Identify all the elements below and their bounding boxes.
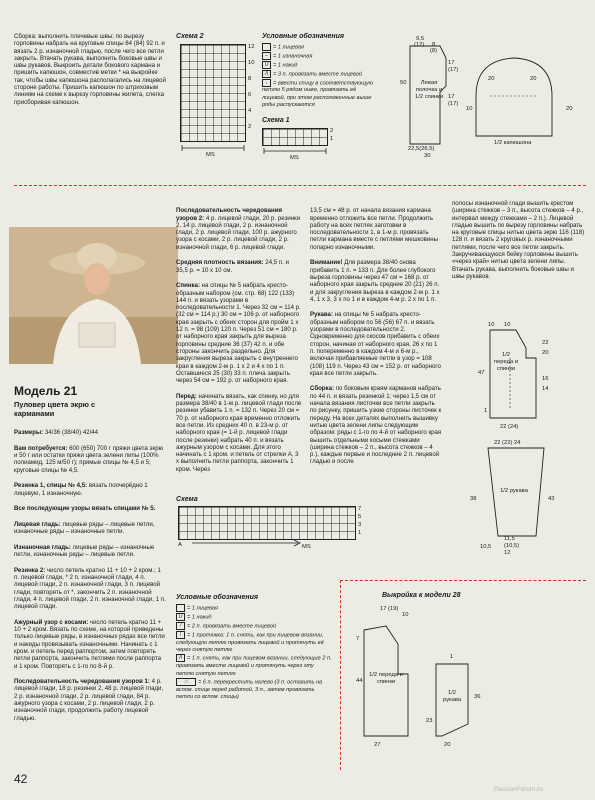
legend-bottom-item: / = 2 п. провязать вместе лицевой bbox=[176, 622, 332, 631]
pattern-sleeve-dim: 11,5 bbox=[504, 536, 515, 542]
pattern-bottom-dim: 10 bbox=[402, 612, 409, 618]
pattern-bottom-sleeve-dim: 23 bbox=[426, 718, 433, 724]
pattern-bottom-label: 1/2 переда и спинки bbox=[369, 672, 403, 685]
pattern-bottom-dim: 20 bbox=[444, 742, 451, 748]
pattern-right-mid-dim: 1 bbox=[484, 408, 488, 414]
text-paragraph: 13,5 см = 48 р. от начала вязания кармана временно отложить все петли. Продолжить работу на всех петлях заготовки в последовательности 1, в 1-м р. провязать петли кармана вместе с петлями мешковины попарно изнаночными. bbox=[310, 207, 439, 251]
scheme2-ms-label: MS bbox=[206, 152, 215, 158]
model-title: Модель 21 bbox=[14, 384, 78, 398]
column4-text: полосы изнаночной глади вышить крестом (ширина стежков – 3 п., высота стежков – 4 р., интервал между стежками – 2 п.). Лицевой гладью вышить по вырезу горловины набрать на круговые спицы нитью цвета экрю 116 (118) 128 п. и вязать 2 круговых р. изнаночными петлями, после чего все петли закрыть. Закручивающуюся бейку горловины вышить «через край» нитью цвета зелени липы. Втачать рукава, выполнить боковые швы и швы рукавов. bbox=[452, 200, 585, 280]
box-border-left bbox=[340, 580, 341, 770]
woman-in-hat-image bbox=[9, 227, 178, 364]
pattern-hood-dim: 20 bbox=[488, 76, 495, 82]
pattern-top-dim: 9.5 bbox=[416, 36, 425, 42]
scheme-mid-ms-bracket bbox=[190, 538, 310, 548]
legend-bottom-item: \ = 1 протяжка: 1 п. снять, как при лицевом вязании, следующую петлю провязать лицевой и протянуть её через снятую петлю bbox=[176, 631, 324, 653]
scheme1-ms-label: MS bbox=[290, 155, 299, 161]
legend-top-item: Λ = 3 п. провязать вместе лицевой bbox=[262, 70, 380, 79]
model-photo bbox=[9, 227, 178, 364]
pattern-right-mid-dim: 14 bbox=[542, 386, 549, 392]
pattern-right-mid-dim: 10 bbox=[504, 322, 511, 328]
scheme2-title: Схема 2 bbox=[176, 33, 204, 40]
pattern-top-dim: 30 bbox=[424, 153, 431, 159]
text-paragraph: Внимание! Для размера 38/40 снова прибавить 1 п. = 133 п. Для более глубокого выреза горловины через 47 см = 168 р. от наборного края закрыть средние 20 (21) 26 п. и для закругления выреза в каждом 2-м р. 1 х 4, 1 х 3, 3 х по 1 и в каждом 4-м р. 2 х по 1 п. bbox=[310, 259, 440, 303]
legend-bottom-list bbox=[176, 604, 332, 702]
pattern-bottom-dim: 17 (19) bbox=[380, 606, 399, 612]
scheme-mid-row-label: 5 bbox=[358, 514, 362, 520]
scheme-mid-ms-label: MS bbox=[302, 544, 311, 550]
legend-top-item: ↓ = ввести спицу в соответствующую петлю 5 рядом ниже, провязать её лицевой, при этом расположенные выше ряды распускаются bbox=[262, 79, 373, 109]
pattern-bottom-dim: 27 bbox=[374, 742, 381, 748]
pattern-sleeve-dim: 10,5 bbox=[480, 544, 492, 550]
column2-text bbox=[176, 200, 302, 481]
scheme1-row-label: 1 bbox=[330, 136, 334, 142]
pattern-top-dim: 22,5(26,5) bbox=[408, 146, 435, 152]
scheme1-title: Схема 1 bbox=[262, 117, 290, 124]
pattern-right-mid-dim: 47 bbox=[478, 370, 485, 376]
text-paragraph: Сборка: по боковым краям карманов набрать по 44 п. и вязать резинкой 1; через 1,5 см от начала вязания листочки все петли закрыть по рисунку, пришить узкие стороны листочек к переду. На всех деталях выполнить вышивку нитью цвета зелени липы следующим образом: ряды с 1-го по 4-й от наборного края вышить отдельными косыми стежками (ширина стежков – 2 п., высота стежков – 4 р.), каждые первые и последние 2 п. лицевой гладью и после bbox=[310, 385, 442, 466]
pattern-top-label: Левая полочка и 1/2 спинки bbox=[415, 80, 443, 100]
pattern-bottom-sleeve-dim: 36 bbox=[474, 694, 481, 700]
yarn-over-symbol-icon: U bbox=[262, 61, 271, 69]
pattern-hood-dim: 10 bbox=[466, 106, 473, 112]
pattern-top-dim: (12) bbox=[414, 42, 425, 48]
pattern-sleeve-dim: 12 bbox=[504, 550, 511, 556]
text-paragraph: Резинка 1, спицы № 4,5: вязать поочерёдно 1 лицевую, 1 изнаночную. bbox=[14, 482, 148, 497]
pattern-right-mid-dim: 20 bbox=[542, 350, 549, 356]
pattern-right-mid-dim: 22 (24) bbox=[500, 424, 519, 430]
pattern-top-dim: (8) bbox=[430, 48, 438, 54]
pattern-sleeve-dim: 22 (22) 24 bbox=[494, 440, 521, 446]
text-paragraph: Перед: начинать вязать, как спинку, но для размера 38/40 в 1-м р. лицевой глади после резинки убавить 1 п. = 132 п. Через 20 см = 70 р. от наборного края временно отложить все петли. Из средних 40 п. в 23-м р. от наборного края (= 1-й р. лицевой глади после резинки) набрать 40 п. и вязать ажурным узором с косами. Для этого начинать с 1 кром. и петель от стрелки А, 3 х выполнить петли раппорта, закончить 1 кром. Через bbox=[176, 392, 302, 473]
knit-symbol-icon bbox=[176, 604, 185, 612]
pattern-hood-dim: 20 bbox=[530, 76, 537, 82]
scheme-mid-title: Схема bbox=[176, 496, 198, 503]
pattern-right-mid-dim: 22 bbox=[542, 340, 549, 346]
text-paragraph: Все последующие узоры вязать спицами № 5. bbox=[14, 505, 156, 513]
pattern-bottom-sleeve-dim: 1 bbox=[450, 654, 454, 660]
pattern-right-mid-dim: 16 bbox=[542, 376, 549, 382]
pattern-top-dim: (17) bbox=[448, 101, 459, 107]
scheme2-ms-bracket bbox=[180, 143, 246, 153]
scheme2-row-label: 6 bbox=[248, 92, 252, 98]
text-paragraph: Размеры: 34/36 (38/40) 42/44 bbox=[14, 429, 99, 437]
knit-symbol-icon bbox=[262, 43, 271, 51]
pattern-right-sleeve-drawing bbox=[470, 440, 582, 560]
pattern-bottom-dim: 44 bbox=[356, 678, 363, 684]
scheme2-grid bbox=[180, 44, 246, 142]
purl-symbol-icon: – bbox=[262, 52, 271, 60]
model-subtitle: Пуловер цвета экрю с карманами bbox=[14, 400, 96, 418]
scheme2-row-label: 12 bbox=[248, 44, 255, 50]
pattern-bottom-title: Выкройка к модели 28 bbox=[382, 592, 461, 599]
section-divider bbox=[14, 185, 586, 186]
page-number: 42 bbox=[14, 772, 28, 786]
pattern-sleeve-label: 1/2 рукава bbox=[500, 488, 528, 494]
scheme-mid-row-label: 7 bbox=[358, 506, 362, 512]
scheme2-row-label: 2 bbox=[248, 124, 252, 130]
scheme2-row-label: 10 bbox=[248, 60, 255, 66]
scheme1-row-label: 2 bbox=[330, 128, 334, 134]
drop-stitch-symbol-icon: ↓ bbox=[262, 79, 271, 87]
slip-stitch-symbol-icon: \ bbox=[176, 631, 185, 639]
text-paragraph: Спинка: на спицы № 5 набрать кресто-образным набором (см. стр. 68) 122 (133) 144 п. и вязать узорами в последовательности 1. Через 32 см = 114 р. (32 см = 114 р.) 30 см = 106 р. от наборного края закрыть с обеих сторон для пройм 1 х 12 п. = 98 (109) 120 п. Через 51 см = 180 р. от наборного края закрыть для выреза горловины средние 36 (37) 42 п. и обе стороны закончить раздельно. Для закругления выреза закрыть с внутреннего края в каждом 2-м р. 1 х 2 и 4 х по 1 п. Оставшиеся 25 (30) 33 п. плеча закрыть через 54 см = 192 р. от наборного края. bbox=[176, 282, 301, 385]
legend-top-title: Условные обозначения bbox=[262, 33, 345, 40]
legend-bottom-item: Λ = 1 п. снять, как при лицевом вязании, следующие 2 п. провязать вместе лицевой и протянуть через эту петлю снятую петлю bbox=[176, 655, 332, 677]
pattern-bottom-dim: 7 bbox=[356, 636, 360, 642]
pattern-sleeve-dim: 43 bbox=[548, 496, 555, 502]
pattern-top-dim: 17 bbox=[448, 94, 455, 100]
text-paragraph: Вам потребуется: 600 (650) 700 г пряжи цвета экрю и 50 г или остатки пряжи цвета зелени липы (100% полиамид, 125 м/50 г); прямые спицы № 4,5 и 5; круговые спицы № 4,5. bbox=[14, 444, 164, 474]
legend-bottom-item: = 1 лицевая bbox=[176, 604, 332, 613]
yarn-over-symbol-icon: U bbox=[176, 613, 185, 621]
pattern-bottom-sleeve-label: 1/2 рукава bbox=[442, 690, 462, 703]
pattern-top-dim: 8 bbox=[432, 42, 436, 48]
pattern-sleeve-dim: (10,5) bbox=[504, 543, 520, 549]
scheme-mid-grid bbox=[178, 506, 356, 540]
text-paragraph: Средняя плотность вязания: 24,5 п. и 35,5 р. = 10 х 10 см. bbox=[176, 259, 289, 274]
pattern-right-mid-dim: 10 bbox=[488, 322, 495, 328]
legend-bottom-item: ⤫ = 6 п. перекрестить налево (3 п. оставить на вспом. спице перед работой, 3 п., затем провязать петли со вспом. спицы) bbox=[176, 679, 323, 701]
scheme2-row-label: 8 bbox=[248, 76, 252, 82]
knit2-together-symbol-icon: / bbox=[176, 622, 185, 630]
column1-text bbox=[14, 422, 166, 730]
legend-top-list bbox=[262, 43, 380, 110]
scheme2-row-label: 4 bbox=[248, 108, 252, 114]
scheme-mid-row-label: 1 bbox=[358, 530, 362, 536]
text-paragraph: Последовательность чередования узоров 1: 4 р. лицевой глади, 18 р. резинки 2, 48 р. лицевой глади, 2 р. изнаночной глади, 2 р. лицевой глади, 84 р. ажурного узора с косами, 2 р. лицевой глади, 2 р. изнаночной глади, продолжить работу лицевой гладью. bbox=[14, 678, 164, 722]
text-paragraph: Ажурный узор с косами: число петель кратно 11 + 10 + 2 кром. Вязать по схеме, на которой приведены только лицевые ряды, в изнаночных рядах все петли и накиды провязывать изнаночными. Начинать с 1 кром. и петель перед раппортом, затем повторять петли раппорта, закончить петлями после раппорта и 1 кром. Повторять с 1-го по 8-й р. bbox=[14, 618, 165, 670]
double-decrease-symbol-icon: Λ bbox=[176, 654, 185, 662]
cable-cross-symbol-icon: ⤫ bbox=[176, 678, 196, 686]
pattern-top-dim: (17) bbox=[448, 67, 459, 73]
column3-text bbox=[310, 200, 442, 474]
site-watermark: PassionForum.ru bbox=[494, 786, 543, 793]
text-paragraph: Лицевая гладь: лицевые ряды – лицевые петли, изнаночные ряды – изнаночные петли. bbox=[14, 520, 155, 536]
scheme-mid-row-label: 3 bbox=[358, 522, 362, 528]
pattern-top-dim: 50 bbox=[400, 80, 407, 86]
legend-top-item: – = 1 изнаночная bbox=[262, 52, 380, 61]
assembly-text-top: Сборка: выполнить плечевые швы; по вырезу горловины набрать на круговые спицы 84 (84) 92 п. и вязать 2 р. изнаночной гладью, после чего все петли закрыть. Втачать рукава, выполнить боковые швы и швы рукавов. Выкроить детали бокового кармана и пришить капюшон, совместив метки * на выкройке так, чтобы швы капюшона располагались на лицевой стороне работы. Пришить капюшон по штриховым линиям на схеме к вырезу горловины жилета, слегка присборивая капюшон. bbox=[14, 33, 166, 106]
scheme-mid-arrow-label: A bbox=[178, 542, 182, 548]
pattern-sleeve-dim: 38 bbox=[470, 496, 477, 502]
knit3-together-symbol-icon: Λ bbox=[262, 70, 271, 78]
text-paragraph: Рукава: на спицы № 5 набрать кресто-образным набором по 56 (56) 67 п. и вязать узорами в последовательности 2. Одновременно для скосов прибавить с обеих сторон, начиная от наборного края, 26 х по 1 п. попеременно в каждом 4-м и 6-м р., включая прибавляемые петли в узор = 108 (108) 119 п. Через 43 см = 152 р. от наборного края все петли закрыть. bbox=[310, 311, 441, 377]
legend-bottom-title: Условные обозначения bbox=[176, 594, 259, 601]
text-paragraph: Резинка 2: число петель кратно 11 + 10 + 2 кром.; 1 п. лицевой глади, * 2 п. изнаночной глади, 4 п. лицевой глади, 2 п. изнаночной глади, 3 п. лицевой глади, повторять от *, закончить 2 п. изнаночной глади, 4 п. лицевой глади, 2 п. изнаночной глади, 1 п. лицевой глади. bbox=[14, 566, 166, 611]
pattern-hood-dim: 20 bbox=[566, 106, 573, 112]
pattern-right-mid-label: 1/2 переда и спинки bbox=[493, 352, 519, 372]
legend-top-item: U = 1 накид bbox=[262, 61, 380, 70]
text-paragraph: Изнаночная гладь: лицевые ряды – изнаночные петли, изнаночные ряды – лицевые петли. bbox=[14, 543, 155, 559]
box-border-top bbox=[340, 580, 586, 581]
pattern-hood-label: 1/2 капюшона bbox=[494, 140, 532, 146]
legend-bottom-item: U = 1 накид bbox=[176, 613, 332, 622]
text-paragraph: Последовательность чередования узоров 2: 4 р. лицевой глади, 20 р. резинки 2, 14 р. лицевой глади, 2 р. изнаночной глади, 2 р. лицевой глади, 100 р. ажурного узора с косами, 2 р. лицевой глади, 2 р. изнаночной глади, 6 р. лицевой глади. bbox=[176, 207, 301, 251]
pattern-top-dim: 17 bbox=[448, 60, 455, 66]
legend-top-item: = 1 лицевая bbox=[262, 43, 380, 52]
scheme1-grid bbox=[262, 128, 328, 146]
